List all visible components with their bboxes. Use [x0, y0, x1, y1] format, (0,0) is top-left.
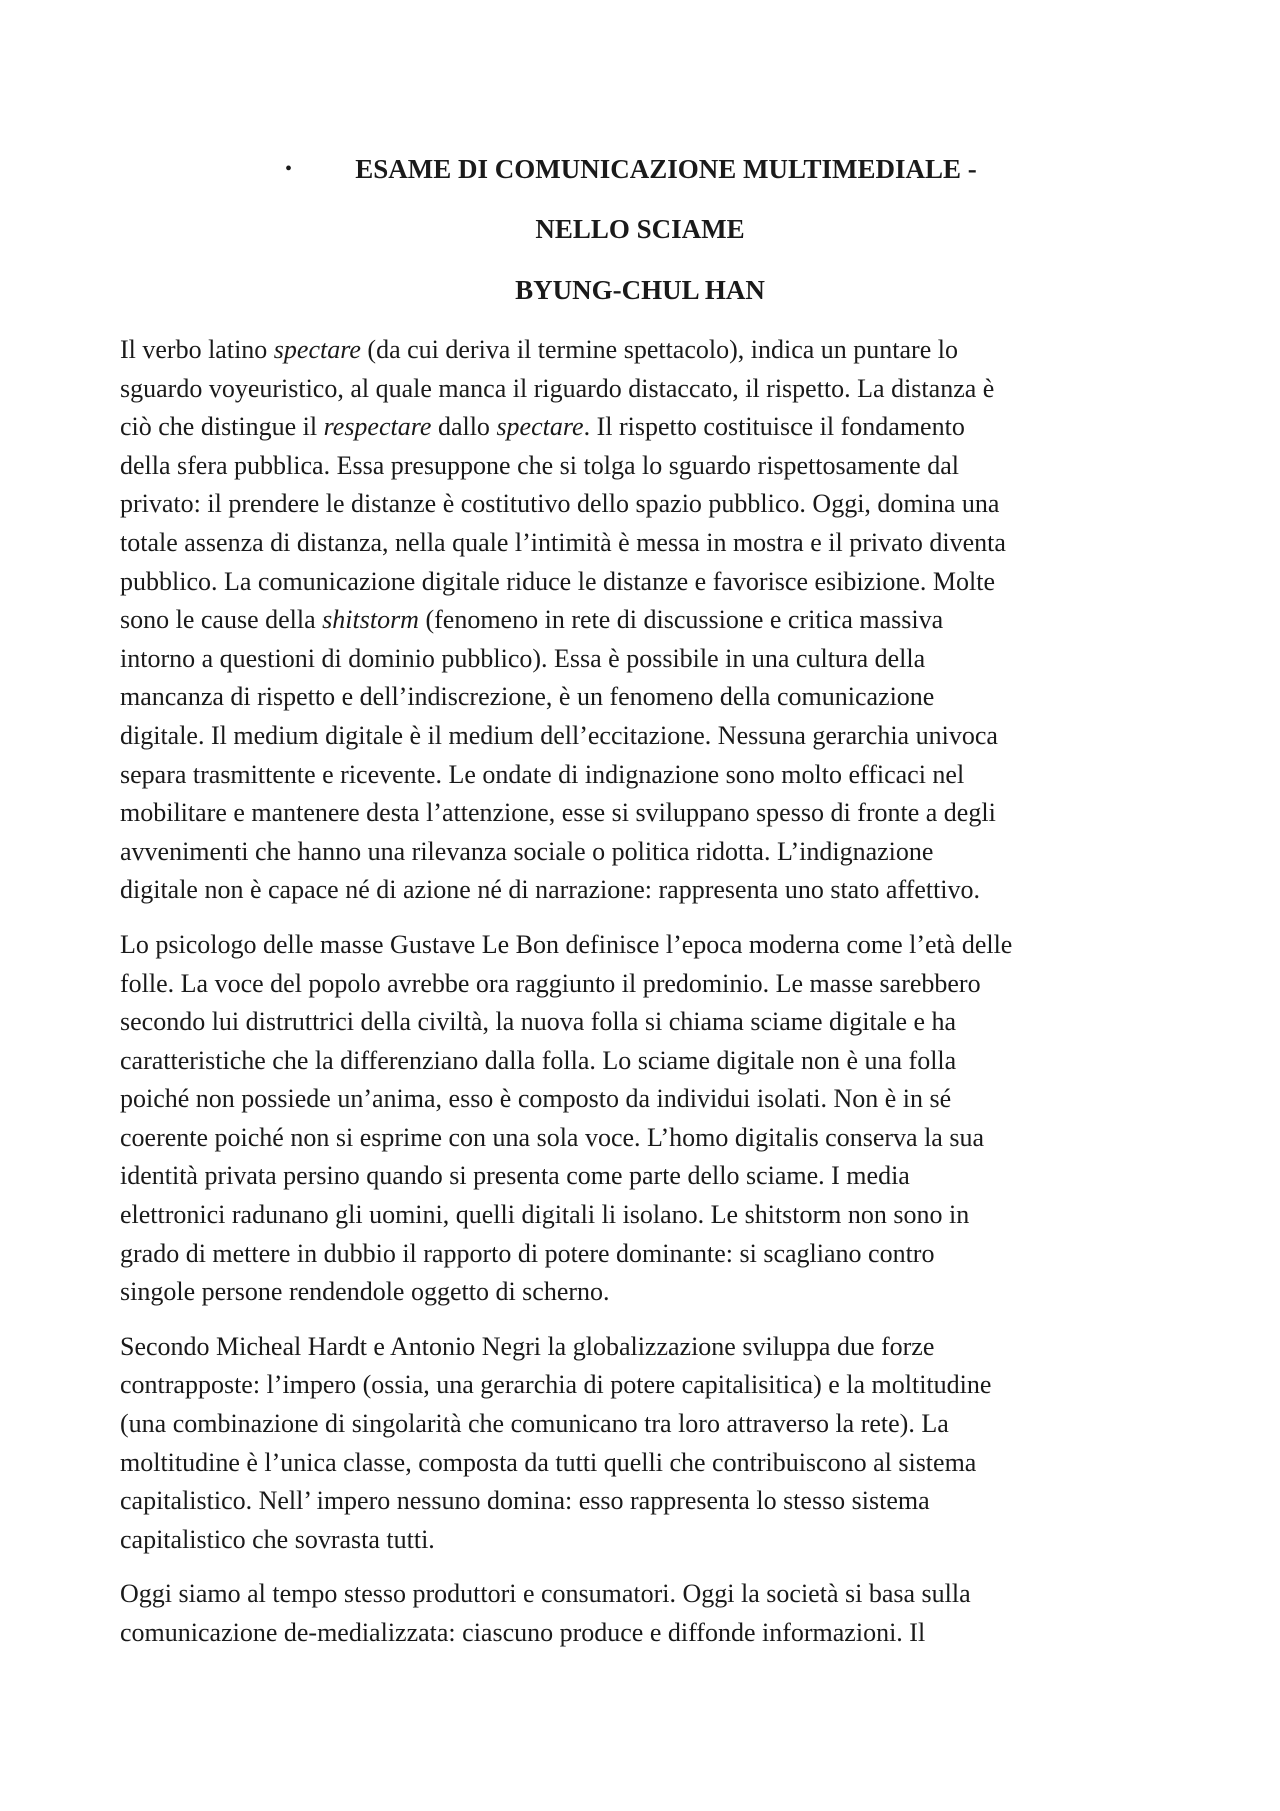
- text-line: [120, 1273, 1170, 1312]
- text-run: Il verbo latino: [120, 335, 274, 364]
- text-run: contrapposte: l’impero (ossia, una gerarchia di potere capitalisitica) e la moltitudine: [120, 1370, 992, 1400]
- text-line: [120, 833, 1170, 872]
- text-line: [120, 640, 1170, 679]
- text-run: (fenomeno in rete di discussione e critica massiva: [418, 605, 944, 635]
- document-title: [0, 152, 1280, 186]
- paragraph: [120, 331, 1170, 910]
- paragraph: [120, 1575, 1170, 1652]
- text-run: (una combinazione di singolarità che comunicano tra loro attraverso la rete). La: [120, 1409, 949, 1439]
- text-line: [120, 447, 1170, 486]
- text-run: poiché non possiede un’anima, esso è composto da individui isolati. Non è in sé: [120, 1084, 952, 1114]
- text-run: . Il rispetto costituisce il fondamento: [583, 412, 965, 442]
- text-run: della sfera pubblica. Essa presuppone che si tolga lo sguardo rispettosamente dal: [120, 450, 959, 480]
- italic-term: respectare: [323, 412, 432, 442]
- text-run: Oggi siamo al tempo stesso produttori e consumatori. Oggi la società si basa sulla: [120, 1579, 971, 1609]
- text-line: [120, 1614, 1170, 1653]
- text-line: [120, 1042, 1170, 1081]
- author-name: BYUNG-CHUL HAN: [515, 275, 765, 305]
- list-bullet: •: [285, 158, 293, 180]
- text-line: [120, 331, 1170, 370]
- text-run: separa trasmittente e ricevente. Le ondate di indignazione sono molto efficaci nel: [120, 759, 965, 789]
- text-run: mancanza di rispetto e dell’indiscrezione, è un fenomeno della comunicazione: [120, 682, 935, 712]
- text-run: capitalistico. Nell’ impero nessuno domina: esso rappresenta lo stesso sistema: [120, 1486, 930, 1516]
- text-run: avvenimenti che hanno una rilevanza sociale o politica ridotta. L’indignazione: [120, 836, 934, 866]
- text-run: folle. La voce del popolo avrebbe ora raggiunto il predominio. Le masse sarebbero: [120, 968, 981, 998]
- italic-term: shitstorm: [322, 605, 419, 635]
- text-line: [120, 601, 1170, 640]
- text-run: pubblico. La comunicazione digitale riduce le distanze e favorisce esibizione. Molte: [120, 566, 995, 596]
- text-line: [120, 563, 1170, 602]
- title-text: ESAME DI COMUNICAZIONE MULTIMEDIALE -: [355, 154, 977, 184]
- text-run: sguardo voyeuristico, al quale manca il riguardo distaccato, il rispetto. La distanza è: [120, 373, 995, 403]
- text-line: [120, 1328, 1170, 1367]
- text-line: [120, 485, 1170, 524]
- text-line: [120, 1235, 1170, 1274]
- text-line: [120, 871, 1170, 910]
- text-line: [120, 717, 1170, 756]
- text-line: [120, 1157, 1170, 1196]
- text-line: [120, 1366, 1170, 1405]
- text-run: ciò che distingue il: [120, 412, 324, 442]
- text-run: grado di mettere in dubbio il rapporto di potere dominante: si scagliano contro: [120, 1238, 935, 1268]
- text-line: [120, 678, 1170, 717]
- text-line: [120, 1521, 1170, 1560]
- text-line: [120, 926, 1170, 965]
- text-run: intorno a questioni di dominio pubblico). Essa è possibile in una cultura della: [120, 643, 926, 673]
- text-run: moltitudine è l’unica classe, composta da tutti quelli che contribuiscono al sistema: [120, 1447, 977, 1477]
- italic-term: spectare: [496, 412, 584, 442]
- text-run: dallo: [431, 412, 497, 442]
- text-line: [120, 1119, 1170, 1158]
- paragraph: [120, 926, 1170, 1312]
- text-run: caratteristiche che la differenziano dalla folla. Lo sciame digitale non è una folla: [120, 1045, 957, 1075]
- text-line: [120, 1482, 1170, 1521]
- text-run: secondo lui distruttrici della civiltà, la nuova folla si chiama sciame digitale e ha: [120, 1007, 957, 1037]
- text-run: totale assenza di distanza, nella quale l’intimità è messa in mostra e il privato diventa: [120, 527, 1006, 557]
- text-run: privato: il prendere le distanze è costitutivo dello spazio pubblico. Oggi, domina una: [120, 489, 1000, 519]
- italic-term: spectare: [273, 335, 361, 364]
- text-run: (da cui deriva il termine spettacolo), indica un puntare lo: [360, 335, 958, 364]
- document-body: [120, 331, 1170, 1669]
- text-line: [120, 524, 1170, 563]
- paragraph: [120, 1328, 1170, 1560]
- text-run: coerente poiché non si esprime con una sola voce. L’homo digitalis conserva la sua: [120, 1122, 985, 1152]
- text-run: digitale. Il medium digitale è il medium dell’eccitazione. Nessuna gerarchia univoca: [120, 720, 998, 750]
- text-run: Secondo Micheal Hardt e Antonio Negri la globalizzazione sviluppa due forze: [120, 1331, 935, 1361]
- text-run: identità privata persino quando si presenta come parte dello sciame. I media: [120, 1161, 910, 1191]
- book-title: NELLO SCIAME: [535, 214, 745, 244]
- text-line: [120, 1575, 1170, 1614]
- text-line: [120, 794, 1170, 833]
- text-run: Lo psicologo delle masse Gustave Le Bon definisce l’epoca moderna come l’età delle: [120, 929, 1013, 959]
- text-line: [120, 1405, 1170, 1444]
- text-run: comunicazione de-medializzata: ciascuno produce e diffonde informazioni. Il: [120, 1618, 926, 1647]
- text-line: [120, 408, 1170, 447]
- text-line: [120, 756, 1170, 795]
- text-line: [120, 370, 1170, 409]
- text-run: elettronici radunano gli uomini, quelli digitali li isolano. Le shitstorm non sono in: [120, 1200, 970, 1230]
- text-run: singole persone rendendole oggetto di scherno.: [120, 1277, 610, 1307]
- text-run: capitalistico che sovrasta tutti.: [120, 1524, 435, 1554]
- text-run: sono le cause della: [120, 605, 323, 635]
- text-line: [120, 965, 1170, 1004]
- text-line: [120, 1444, 1170, 1483]
- text-line: [120, 1003, 1170, 1042]
- text-line: [120, 1196, 1170, 1235]
- text-run: mobilitare e mantenere desta l’attenzione, esse si sviluppano spesso di fronte a degli: [120, 798, 996, 828]
- text-run: digitale non è capace né di azione né di narrazione: rappresenta uno stato affettivo.: [120, 875, 981, 905]
- text-line: [120, 1080, 1170, 1119]
